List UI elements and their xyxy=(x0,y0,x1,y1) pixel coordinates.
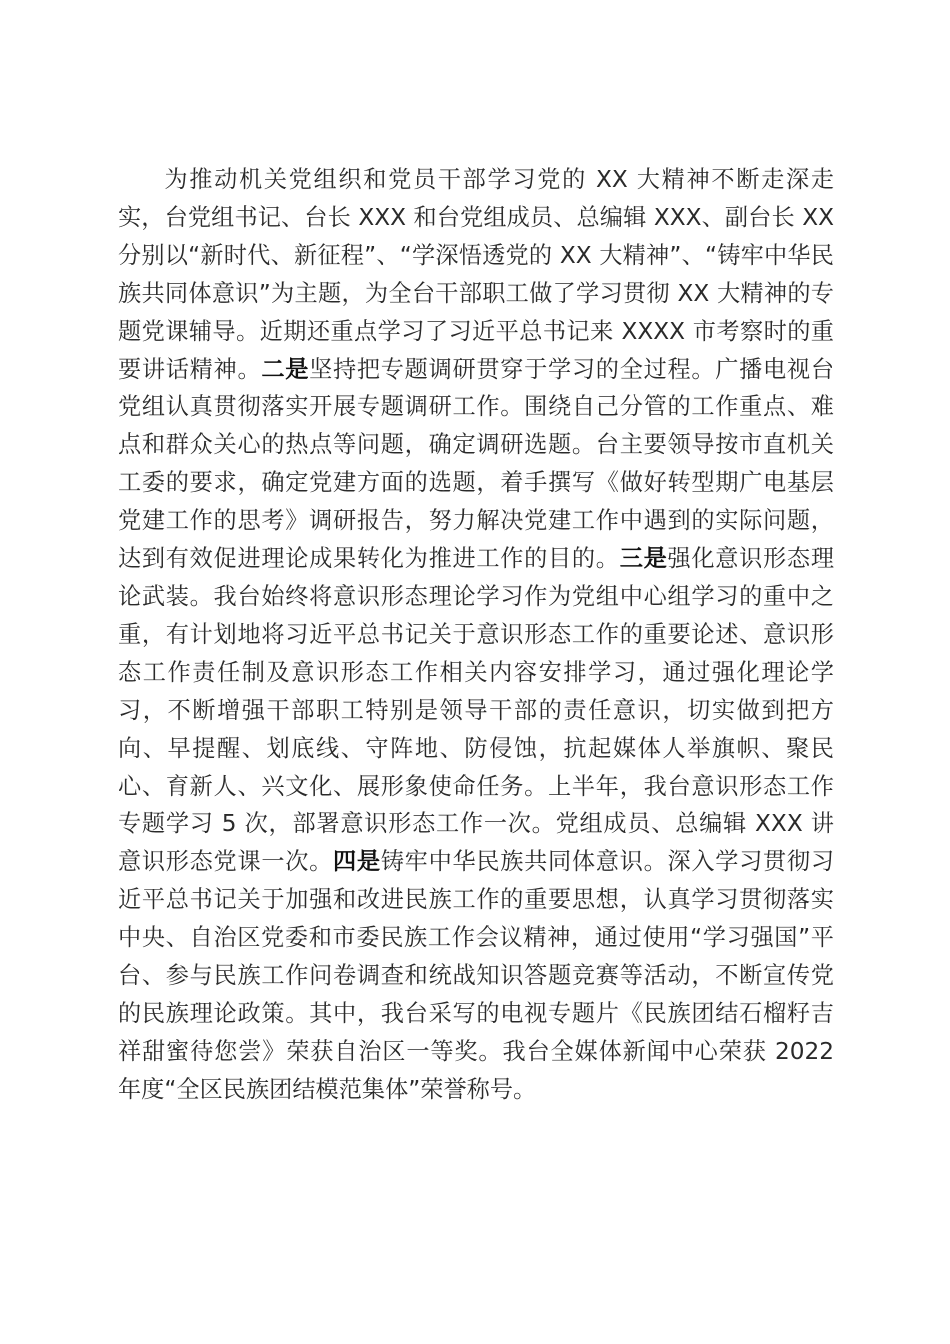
paragraph-text: 铸牢中华民族共同体意识。深入学习贯彻习近平总书记关于加强和改进民族工作的重要思想，认真学习贯彻落实中央、自治区党委和市委民族工作会议精神，通过使用“学习强国”平台、参与民族工作问卷调查和统战知识答题竞赛等活动，不断宣传党的民族理论政策。其中，我台采写的电视专题片《民族团结石榴籽吉祥甜蜜待您尝》荣获自治区一等奖。我台全媒体新闻中心荣获 2022 年度“全区民族团结模范集体”荣誉称号。 xyxy=(118,848,835,1103)
section-lead-four: 四是 xyxy=(333,848,381,876)
paragraph-text: 坚持把专题调研贯穿于学习的全过程。广播电视台党组认真贯彻落实开展专题调研工作。围绕自己分管的工作重点、难点和群众关心的热点等问题，确定调研选题。台主要领导按市直机关工委的要求，确定党建方面的选题，着手撰写《做好转型期广电基层党建工作的思考》调研报告，努力解决党建工作中遇到的实际问题，达到有效促进理论成果转化为推进工作的目的。 xyxy=(118,355,835,573)
body-paragraph xyxy=(118,161,834,1109)
paragraph-text: 强化意识形态理论武装。我台始终将意识形态理论学习作为党组中心组学习的重中之重，有计划地将习近平总书记关于意识形态工作的重要论述、意识形态工作责任制及意识形态工作相关内容安排学习，通过强化理论学习，不断增强干部职工特别是领导干部的责任意识，切实做到把方向、早提醒、划底线、守阵地、防侵蚀，抗起媒体人举旗帜、聚民心、育新人、兴文化、展形象使命任务。上半年，我台意识形态工作专题学习 5 次，部署意识形态工作一次。党组成员、总编辑 XXX 讲意识形态党课一次。 xyxy=(118,545,835,876)
section-lead-three: 三是 xyxy=(619,545,668,573)
paragraph-text: 为推动机关党组织和党员干部学习党的 XX 大精神不断走深走实，台党组书记、台长 XXX 和台党组成员、总编辑 XXX、副台长 XX 分别以“新时代、新征程”、“学深悟透党的 XX 大精神”、“铸牢中华民族共同体意识”为主题，为全台干部职工做了学习贯彻 XX 大精神的专题党课辅导。近期还重点学习了习近平总书记来 XXXX 市考察时的重要讲话精神。 xyxy=(118,166,834,383)
section-lead-two: 二是 xyxy=(261,355,310,383)
